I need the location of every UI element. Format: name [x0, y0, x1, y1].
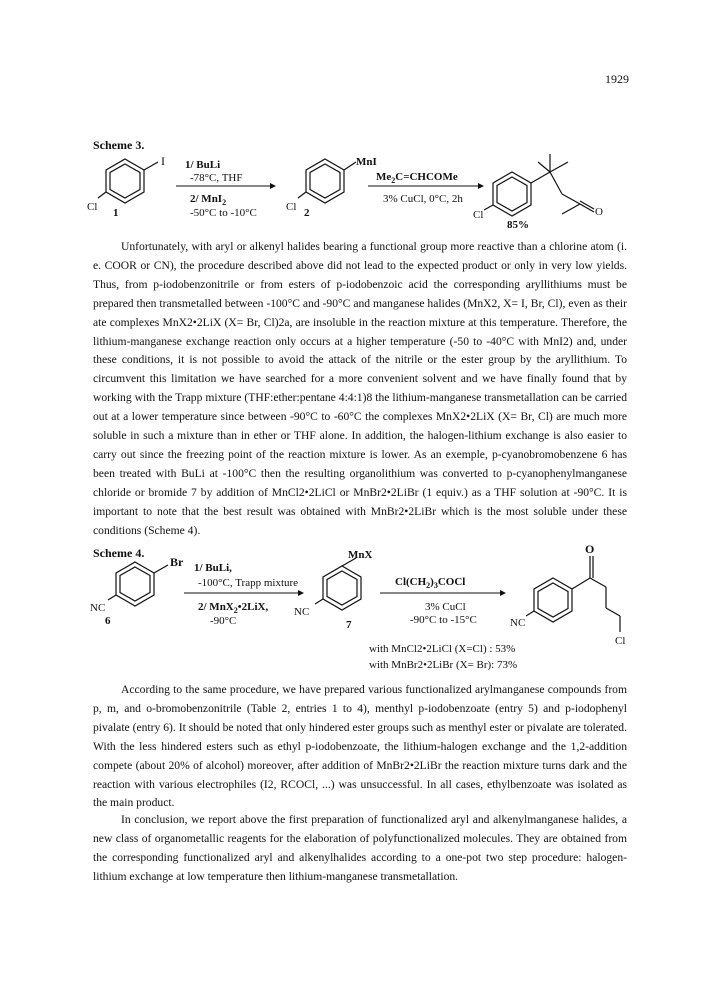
bromo-label: Br — [170, 555, 184, 569]
compound1-structure — [98, 159, 158, 203]
scheme3-figure — [80, 150, 640, 230]
mni-label: MnI — [356, 156, 377, 168]
s4-step1-top-b: -100°C, Trapp mixture — [198, 577, 299, 589]
compound1-cl: Cl — [87, 201, 98, 213]
s3-step1-top-a: 1/ BuLi — [185, 159, 221, 171]
scheme4-title: Scheme 4. — [93, 546, 145, 560]
compound2-number: 2 — [304, 207, 310, 219]
product3-o: O — [595, 206, 603, 218]
scheme3-yield: 85% — [507, 219, 529, 230]
product4-structure — [526, 556, 620, 632]
compound6-nc: NC — [90, 602, 106, 614]
s3-reagent2-top: Me — [376, 171, 392, 183]
product3-cl: Cl — [473, 209, 484, 221]
compound7-number: 7 — [346, 619, 352, 631]
product4-nc: NC — [510, 617, 526, 629]
paragraph-2: According to the same procedure, we have prepared various functionalized arylmanganese compounds from p, m, and o-bromobenzonitrile (Table 2, entries 1 to 4), menthyl p-iodobenzoate (entry 5) and p-iodophenyl pivalate (entry 6). It should be noted that only hindered ester groups such as menthyl ester or pivalate are tolerated. With the less hindered esters such as ethyl p-iodobenzoate, the lithium-halogen exchange and the 1,2-addition compete (about 20% of alcohol) moreover, after addition of MnBr2•2LiBr the reaction mixture turns dark and the reaction with various electrophiles (I2, RCOCl, ...) was unsuccessful. In all cases, ethylbenzoate was isolated as the main product. — [93, 683, 627, 810]
scheme3-title: Scheme 3. — [93, 138, 145, 152]
scheme4-yields — [369, 641, 517, 673]
product3-structure — [484, 154, 594, 216]
scheme4-yield-2: with MnBr2•2LiBr (X= Br): 73% — [369, 659, 518, 671]
compound2-structure — [298, 159, 356, 203]
compound7-structure — [315, 558, 361, 610]
paragraph-1: Unfortunately, with aryl or alkenyl halides bearing a functional group more reactive than a chlorine atom (i. e. COOR or CN), the procedure described above did not lead to the expected product or only in very low yields. Thus, from p-iodobenzonitrile or from esters of p-iodobenzoic acid the corresponding aryllithiums must be prepared then transmetalled between -100°C and -90°C and manganese halides (MnX2, X= I, Br, Cl), even as their ate complexes MnX2•2LiX (X= Br, Cl)2a, are insoluble in the reaction mixture at this temperature. Therefore, the lithium-manganese exchange reaction only occurs at a higher temperature (-50 to -40°C with MnI2) and, under these conditions, it is not possible to avoid the attack of the nitrile or the ester group by the aryllithium. To circumvent this limitation we have searched for a more convenient solvent and we have finally found that by working with the Trapp mixture (THF:ether:pentane 4:4:1)8 the lithium-manganese transmetallation can be carried out at a lower temperature since between -90°C to -60°C the complexes MnX2•2LiX (X= Br, Cl) are much more soluble in such a mixture than in ether or THF alone. In addition, the halogen-lithium exchange is also easier to carry out since the freezing point of the reaction mixture is lower. As an exemple, p-cyanobromobenzene 6 has been treated with BuLi at -100°C then the resulting organolithium was converted to p-cyanophenylmanganese chloride or bromide 7 by addition of MnCl2•2LiCl or MnBr2•2LiBr (1 equiv.) as a THF solution at -90°C. It is important to note that the best result was obtained with MnBr2•2LiBr which is the most soluble under these conditions (Scheme 4). — [93, 240, 627, 537]
s4-reagent2-bottom-b: -90°C to -15°C — [410, 614, 477, 626]
s3-step1-bot-b: -50°C to -10°C — [190, 207, 257, 219]
product4-o: O — [585, 542, 595, 556]
svg-text:Me2C=CHCOMe: $Me_2C=CHCOMe$ — [376, 171, 458, 185]
s4-step1-top-a: 1/ BuLi, — [194, 562, 232, 574]
compound6-structure — [108, 562, 168, 606]
paragraph-3: In conclusion, we report above the first preparation of functionalized aryl and alkenylmanganese halides, a new class of organometallic reagents for the elaboration of polyfunctionalized molecules. They are obtained from the corresponding functionalized aryl and alkenylhalides according to a one-pot two step procedure: halogen-lithium exchange at low temperature then lithium-manganese transmetallation. — [93, 813, 627, 883]
svg-text:2/ MnI2: 2/ MnI$_2$ — [190, 193, 227, 207]
mnx-label: MnX — [348, 549, 373, 561]
iodo-label: I — [161, 154, 165, 168]
compound6-number: 6 — [105, 615, 111, 627]
scheme4-yield-1: with MnCl2•2LiCl (X=Cl) : 53% — [369, 643, 516, 655]
compound1-number: 1 — [113, 207, 119, 219]
s4-reagent2-bottom-a: 3% CuCl — [425, 601, 466, 613]
compound2-cl: Cl — [286, 201, 297, 213]
s3-step1-top-b: -78°C, THF — [190, 172, 243, 184]
s4-reagent2-top: Cl(CH — [395, 576, 427, 588]
product4-cl: Cl — [615, 635, 626, 647]
scheme4-figure — [80, 540, 640, 650]
s3-reagent2-bottom: 3% CuCl, 0°C, 2h — [383, 193, 463, 205]
svg-text:Cl(CH2)3COCl: $Cl(CH_2)_3COCl$ — [395, 576, 466, 590]
s4-step1-bot-b: -90°C — [210, 615, 237, 627]
s3-step1-bot-a: 2/ MnI — [190, 193, 223, 205]
compound7-nc: NC — [294, 606, 310, 618]
svg-text:2/ MnX2•2LiX,: 2/ MnX$_2$•2LiX, — [198, 601, 269, 615]
page-number: 1929 — [605, 72, 629, 86]
s4-step1-bot-a: 2/ MnX — [198, 601, 234, 613]
